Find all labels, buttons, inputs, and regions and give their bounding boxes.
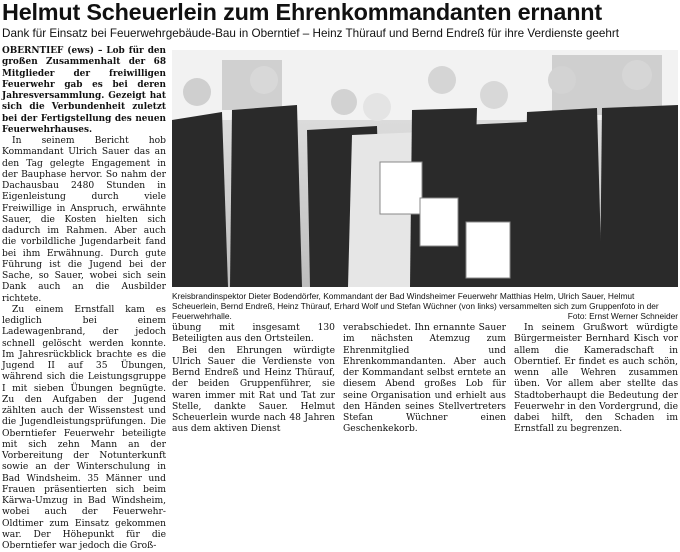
dateline: OBERNTIEF (ews) bbox=[2, 46, 94, 56]
group-photo-illustration bbox=[172, 50, 678, 287]
group-photo bbox=[172, 50, 678, 287]
photo-credit: Foto: Ernst Werner Schneider bbox=[567, 311, 678, 321]
lead-text: – Lob für den großen Zusammenhalt der 68 Mitglieder der freiwilligen Feuerwehr gab es bei deren Jahresversammlung. Gezeigt hat sich die Verbundenheit zuletzt bei der Fertigstellung des neuen Feuerwehrhauses. bbox=[2, 46, 166, 135]
column-2 bbox=[172, 323, 335, 436]
photo-caption bbox=[172, 291, 678, 321]
headline: Helmut Scheuerlein zum Ehrenkommandanten ernannt bbox=[2, 0, 602, 25]
caption-text: Kreisbrandinspektor Dieter Bodendörfer, Kommandant der Bad Windsheimer Feuerwehr Matthias Helm, Ulrich Sauer, Helmut Scheuerlein, Bernd Endreß, Heinz Thürauf, Erhard Wolf und Stefan Wüchner (von links) versammelten sich zum Gruppenfoto in der Feuerwehrhalle. bbox=[172, 291, 659, 321]
subheadline: Dank für Einsatz bei Feuerwehrgebäude-Bau in Oberntief – Heinz Thürauf und Bernd Endreß für ihre Verdienste geehrt bbox=[2, 27, 619, 40]
paragraph: In seinem Grußwort würdigte Bürgermeister Bernhard Kisch vor allem die Kameradschaft in Oberntief. Er findet es auch schön, wenn alle Wehren zusammen üben. Vor allem aber stellte das Stadtoberhaupt die Bedeutung der Feuerwehr in den Vordergrund, die dabei hilft, den Schaden im Ernstfall zu begrenzen. bbox=[514, 323, 678, 435]
paragraph: übung mit insgesamt 130 Beteiligten aus den Ortsteilen. bbox=[172, 323, 335, 345]
paragraph: Bei den Ehrungen würdigte Ulrich Sauer die Verdienste von Bernd Endreß und Heinz Thürauf, der beiden Gruppenführer, sie waren immer mit Rat und Tat zur Stelle, dankte Sauer. Helmut Scheuerlein wurde nach 48 Jahren aus dem aktiven Dienst bbox=[172, 345, 335, 435]
column-3 bbox=[343, 323, 506, 436]
paragraph: verabschiedet. Ihn ernannte Sauer im nächsten Atemzug zum Ehrenmitglied und Ehrenkommandanten. Aber auch der Kommandant selbst erntete an diesem Abend großes Lob für seine Organisation und erhielt aus den Händen seines Stellvertreters Stefan Wüchner einen Geschenkekorb. bbox=[343, 323, 506, 435]
column-1 bbox=[2, 46, 166, 552]
paragraph: Zu einem Ernstfall kam es lediglich bei einem Ladewagenbrand, der jedoch schnell gelöscht werden konnte. Im Jahresrückblick brachte es die Jugend II auf 35 Übungen, während sich die Leistungsgruppe I mit sieben Übungen begnügte. Zu den Aufgaben der Jugend zählten auch der Wissenstest und die Jugendleistungsprüfungen. Die Oberntiefer Feuerwehr beteiligte mit sich zehn Mann an der Vorbereitung der Notunterkunft sowie an der Winterschulung in Bad Windsheim. 35 Männer und Frauen präsentierten sich beim Kärwa-Umzug in Bad Windsheim, wobei auch der Feuerwehr-Oldtimer zum Einsatz gekommen war. Der Höhepunkt für die Oberntiefer war jedoch die Groß- bbox=[2, 304, 166, 551]
column-4 bbox=[514, 323, 678, 436]
paragraph: In seinem Bericht hob Kommandant Ulrich Sauer das an den Tag gelegte Engagement in der Bauphase hervor. So nahm der Dachausbau 2480 Stunden in Eigenleistung durch viele Freiwillige in Anspruch, erwähnte Sauer, die Kosten hielten sich dadurch im Rahmen. Aber auch die vorbildliche Jugendarbeit fand bei ihm Erwähnung. Durch gute Führung ist die Jugend bei der Sache, so Sauer, wobei sich sein Dank auch an die Ausbilder richtete. bbox=[2, 136, 166, 304]
lead-paragraph bbox=[2, 46, 166, 136]
